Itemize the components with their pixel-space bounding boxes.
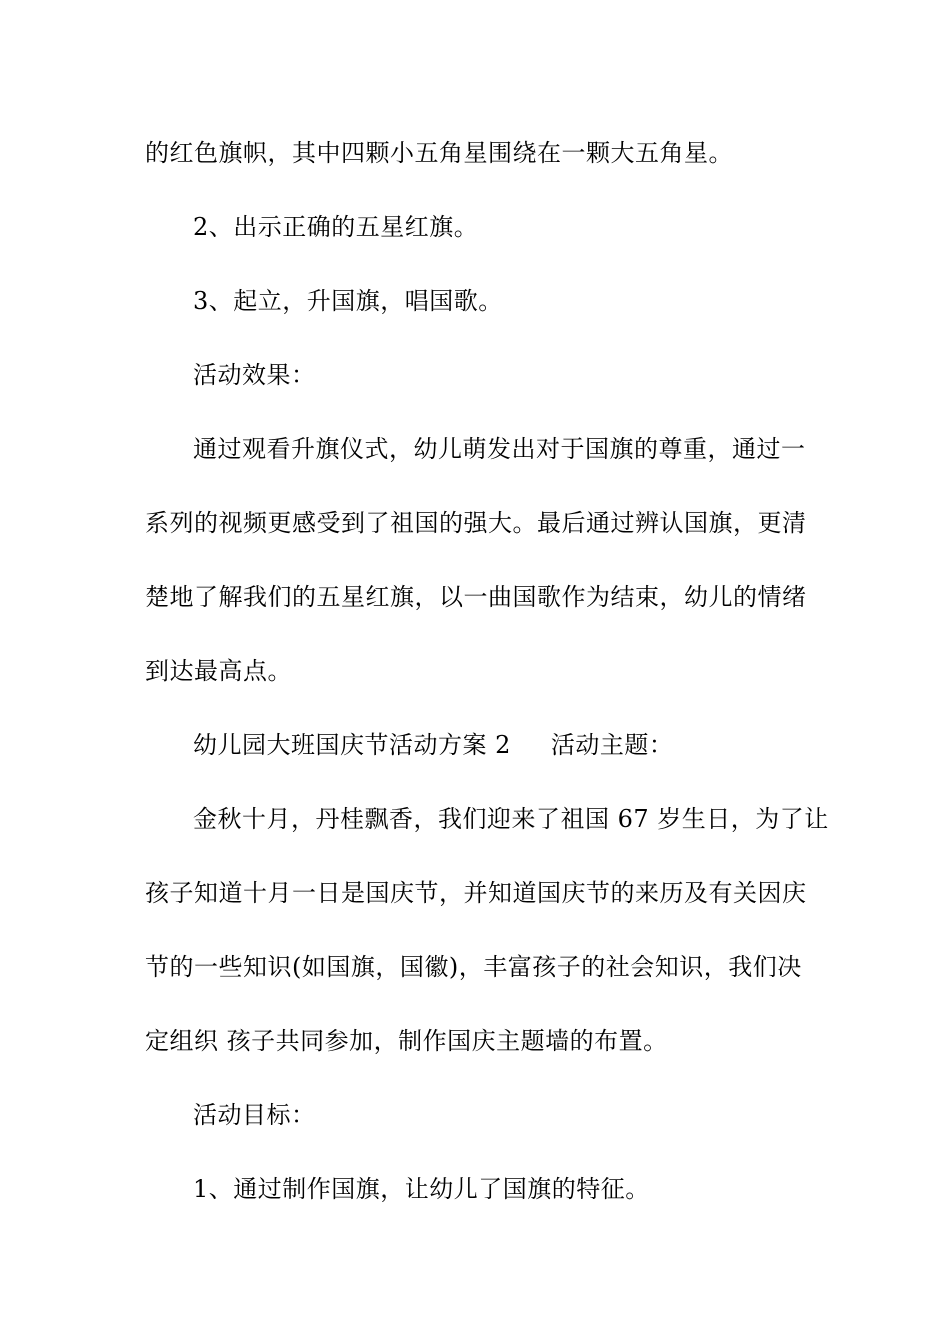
text-line: 到达最高点。 xyxy=(145,657,292,685)
list-item: 3、起立，升国旗，唱国歌。 xyxy=(193,287,503,315)
text-line: 系列的视频更感受到了祖国的强大。最后通过辨认国旗，更清 xyxy=(145,509,807,537)
section-heading: 活动效果： xyxy=(193,361,316,389)
section-heading: 活动主题： xyxy=(550,731,674,759)
text-line: 定组织 孩子共同参加，制作国庆主题墙的布置。 xyxy=(145,1027,668,1055)
section-heading: 活动目标： xyxy=(193,1101,316,1129)
text-line: 金秋十月，丹桂飘香，我们迎来了祖国 67 岁生日，为了让 xyxy=(193,805,829,833)
text-line: 通过观看升旗仪式，幼儿萌发出对于国旗的尊重，通过一 xyxy=(193,435,806,463)
text-line: 楚地了解我们的五星红旗，以一曲国歌作为结束，幼儿的情绪 xyxy=(145,583,807,611)
text-line: 的红色旗帜，其中四颗小五角星围绕在一颗大五角星。 xyxy=(145,139,733,167)
document-title: 幼儿园大班国庆节活动方案 2 xyxy=(193,731,511,759)
list-item: 2、出示正确的五星红旗。 xyxy=(193,213,479,241)
list-item: 1、通过制作国旗，让幼儿了国旗的特征。 xyxy=(193,1175,650,1203)
text-line: 孩子知道十月一日是国庆节，并知道国庆节的来历及有关因庆 xyxy=(145,879,807,907)
document-title-line xyxy=(193,729,858,761)
text-line: 节的一些知识(如国旗，国徽)，丰富孩子的社会知识，我们决 xyxy=(145,953,802,981)
